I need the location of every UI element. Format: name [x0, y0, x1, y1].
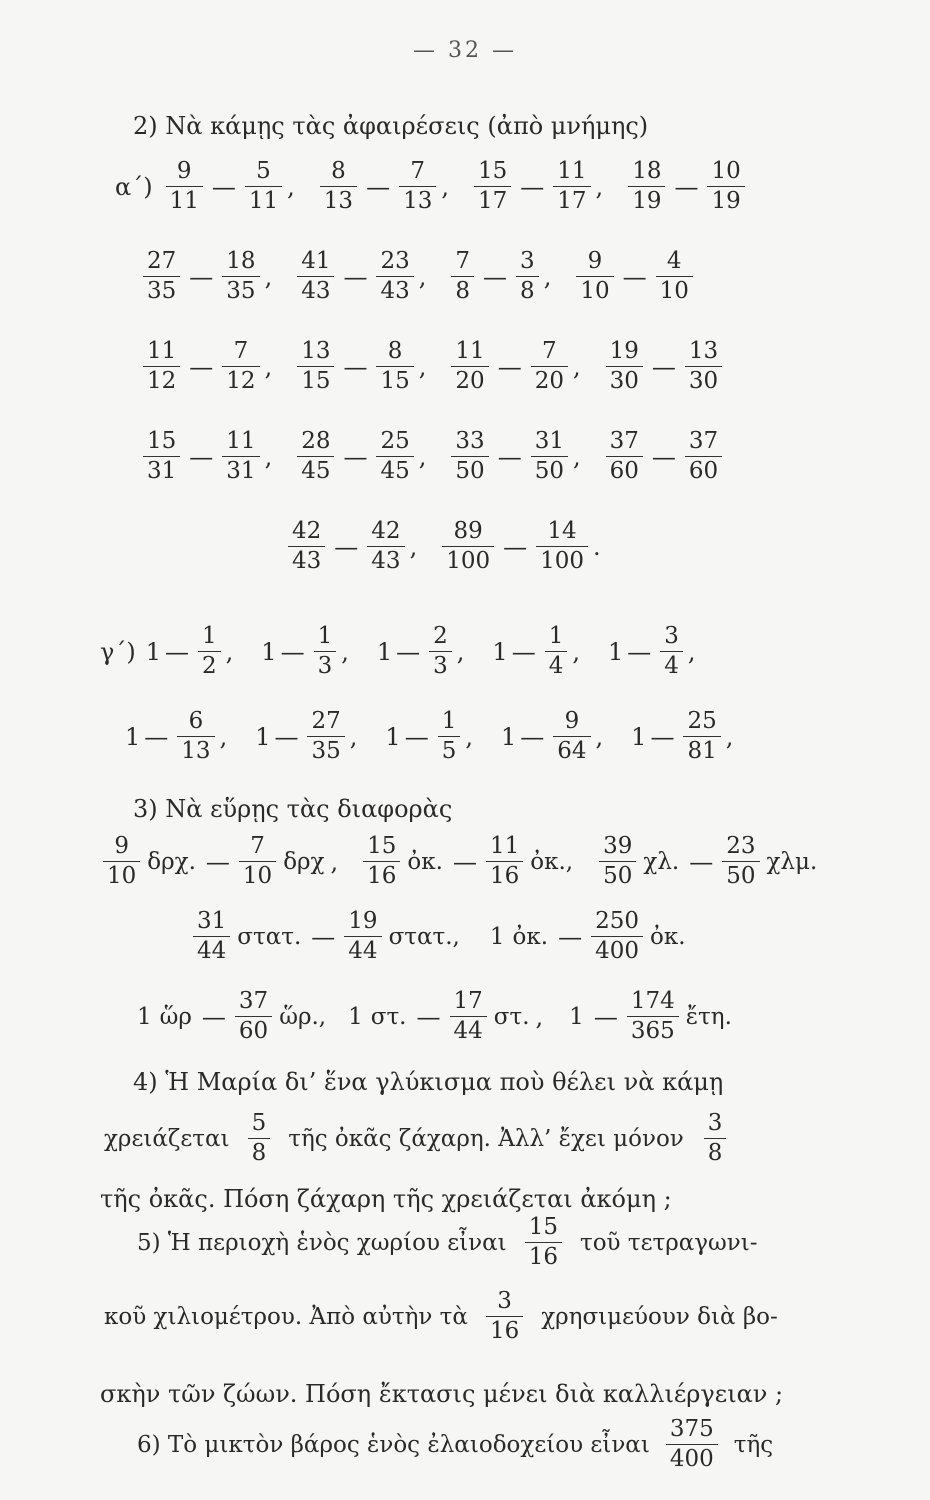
text: 1: [569, 1003, 584, 1030]
subtraction-pair: [448, 340, 571, 393]
text: 9: [114, 833, 129, 859]
text: —: [558, 922, 583, 951]
fraction: 5 11: [245, 160, 282, 213]
fraction: [103, 835, 140, 888]
text: 50: [599, 861, 636, 888]
text: 17: [453, 988, 483, 1014]
text: 6) Τὸ μικτὸν βάρος ἑνὸς ἐλαιοδοχείου εἶναι: [137, 1431, 650, 1458]
subtraction-pair: [285, 520, 408, 573]
one-minus-item: 1 — 25 81 ,: [631, 708, 734, 764]
one-minus-item: 1 — 1 5 ,: [385, 708, 473, 764]
fraction: 1 3: [314, 625, 337, 678]
fraction: 33 50: [451, 430, 488, 483]
text: —: [201, 1002, 226, 1031]
fraction: [722, 835, 759, 888]
text: —: [497, 442, 522, 471]
fraction: [239, 835, 276, 888]
text: —: [211, 172, 236, 201]
fraction: 7 8: [451, 250, 474, 303]
text: 15: [528, 1214, 558, 1240]
unit: ὀκ.,: [530, 848, 574, 875]
one-minus-item: 1 — 27 35 ,: [255, 708, 358, 764]
subtraction-pair: [294, 250, 417, 303]
fraction: [450, 990, 487, 1043]
label-alpha: α΄): [115, 172, 153, 201]
text: 375: [669, 1416, 714, 1442]
fraction: 18 35: [222, 250, 259, 303]
fraction: 9 64: [553, 710, 590, 763]
fraction: 18 19: [628, 160, 665, 213]
fraction: 3 8: [516, 250, 539, 303]
text: τοῦ τετραγωνι-: [579, 1229, 758, 1256]
text: 8: [248, 1138, 271, 1165]
text: —: [452, 847, 477, 876]
exercise-5-line-2: [100, 1290, 782, 1343]
text: 3: [707, 1110, 723, 1136]
fraction: 1 4: [545, 625, 568, 678]
text: —: [689, 847, 714, 876]
fraction: 7 12: [222, 340, 259, 393]
text: ,: [572, 352, 581, 381]
text: —: [366, 172, 391, 201]
text: 1: [137, 1003, 152, 1030]
text: ,: [595, 172, 604, 201]
fraction: 1 5: [438, 710, 461, 763]
text: —: [189, 352, 214, 381]
subtraction-pair: [439, 520, 591, 573]
fraction: 42 43: [367, 520, 404, 573]
fraction: 41 43: [297, 250, 334, 303]
text: ,: [572, 442, 581, 471]
fraction: 27 35: [143, 250, 180, 303]
subtraction-row-5: [285, 520, 623, 573]
fraction: [248, 1112, 271, 1165]
page-number: — 32 —: [413, 38, 517, 63]
text: ,: [409, 532, 418, 561]
subtraction-pair: [294, 430, 417, 483]
unit: δρχ.: [147, 848, 196, 875]
subtraction-pair: [603, 340, 726, 393]
fraction: 37 60: [685, 430, 722, 483]
text: 44: [344, 936, 381, 963]
text: —: [651, 352, 676, 381]
subtraction-row-1: [115, 160, 772, 213]
fraction: 9 10: [576, 250, 613, 303]
fraction: 11 20: [451, 340, 488, 393]
fraction: 23 43: [376, 250, 413, 303]
fraction: 42 43: [288, 520, 325, 573]
text: 400: [591, 936, 643, 963]
text: ,: [441, 172, 449, 201]
fraction: [599, 835, 636, 888]
subtraction-pair: [294, 340, 417, 393]
text: —: [520, 172, 545, 201]
text: 16: [363, 861, 400, 888]
text: 19: [348, 908, 378, 934]
fraction: 19 30: [606, 340, 643, 393]
text: 365: [627, 1016, 679, 1043]
text: 37: [238, 988, 269, 1014]
text: —: [674, 172, 699, 201]
text: ,: [287, 172, 295, 201]
fraction: 13 30: [685, 340, 722, 393]
fraction: 1 2: [198, 625, 221, 678]
text: 16: [525, 1242, 562, 1269]
text: 60: [235, 1016, 272, 1043]
text: —: [343, 352, 368, 381]
unit: στατ.: [237, 923, 302, 950]
text: —: [311, 922, 336, 951]
subtraction-pair: [140, 250, 263, 303]
text: —: [503, 532, 528, 561]
text: 11: [489, 833, 520, 859]
fraction: 9 11: [166, 160, 203, 213]
text: —: [343, 262, 368, 291]
text: ,: [418, 352, 427, 381]
subtraction-pair: [140, 430, 263, 483]
fraction: 28 45: [297, 430, 334, 483]
text: —: [622, 262, 647, 291]
subtraction-pair: [625, 160, 748, 213]
text: ,: [264, 442, 273, 471]
unit: στ.: [370, 1003, 407, 1030]
text: —: [483, 262, 508, 291]
fraction: 11 17: [553, 160, 590, 213]
text: —: [334, 532, 359, 561]
text: 15: [367, 833, 397, 859]
subtraction-pair: [140, 340, 263, 393]
text: —: [343, 442, 368, 471]
fraction: 37 60: [606, 430, 643, 483]
text: 3: [497, 1288, 512, 1314]
text: τῆς: [733, 1431, 774, 1458]
fraction: 3 4: [660, 625, 683, 678]
text: —: [205, 847, 230, 876]
unit: ὥρ.,: [279, 1003, 327, 1030]
text: κοῦ χιλιομέτρου. Ἀπὸ αὐτὴν τὰ: [104, 1303, 468, 1330]
text: ,: [264, 262, 273, 291]
text: ,: [535, 1002, 544, 1031]
fraction: 15 17: [474, 160, 511, 213]
exercise-5-line-3: σκὴν τῶν ζώων. Πόση ἔκτασις μένει διὰ καλλιέργειαν ;: [100, 1380, 784, 1408]
text: 8: [704, 1138, 727, 1165]
fraction: 14 100: [536, 520, 588, 573]
fraction: 25 81: [683, 710, 720, 763]
one-minus-item: 1 — 1 3 ,: [261, 623, 349, 679]
fraction: 11 31: [222, 430, 259, 483]
text: 16: [486, 861, 523, 888]
text: 31: [197, 908, 227, 934]
text: 1: [348, 1003, 363, 1030]
fraction: 4 10: [656, 250, 693, 303]
text: —: [189, 262, 214, 291]
text: 1: [489, 923, 505, 950]
subtraction-row-3: [140, 340, 749, 393]
text: 174: [630, 988, 675, 1014]
text: 10: [103, 861, 140, 888]
text: 5) Ἡ περιοχὴ ἑνὸς χωρίου εἶναι: [137, 1229, 507, 1256]
fraction: [193, 910, 230, 963]
exercise-4-line-2: [100, 1112, 729, 1165]
label-gamma: γ΄): [100, 637, 136, 666]
one-minus-item: 1 — 1 2 ,: [145, 623, 234, 679]
exercise-6-line-1: [133, 1418, 777, 1471]
unit: ὀκ.: [649, 923, 686, 950]
fraction: [591, 910, 643, 963]
fraction: [704, 1112, 727, 1165]
fraction: 25 45: [376, 430, 413, 483]
unit: χλμ.: [766, 848, 818, 875]
exercise-2-heading: 2) Νὰ κάμῃς τὰς ἀφαιρέσεις (ἀπὸ μνήμης): [133, 112, 649, 140]
fraction: [525, 1216, 562, 1269]
fraction: [235, 990, 272, 1043]
fraction: 31 50: [531, 430, 568, 483]
fraction: 8 15: [376, 340, 413, 393]
text: ,: [264, 352, 273, 381]
fraction: 6 13: [177, 710, 214, 763]
ex3-row-2: [190, 910, 690, 963]
text: ,: [543, 262, 552, 291]
fraction: 7 20: [531, 340, 568, 393]
text: —: [416, 1002, 441, 1031]
unit: χλ.: [643, 848, 680, 875]
one-minus-item: 1 — 1 4 ,: [492, 623, 580, 679]
text: 50: [722, 861, 759, 888]
fraction: 10 19: [707, 160, 744, 213]
text: 5: [251, 1110, 267, 1136]
unit: ὀκ.: [512, 923, 549, 950]
one-minus-item: 1 — 6 13 ,: [125, 708, 228, 764]
subtraction-row-4: [140, 430, 749, 483]
exercise-4-line-1: 4) Ἡ Μαρία δι’ ἕνα γλύκισμα ποὺ θέλει νὰ κάμῃ: [133, 1068, 724, 1096]
fraction: 2 3: [429, 625, 452, 678]
text: 400: [666, 1444, 718, 1471]
fraction: 11 12: [143, 340, 180, 393]
subtraction-pair: [471, 160, 594, 213]
exercise-3-heading: 3) Νὰ εὕρῃς τὰς διαφορὰς: [133, 795, 453, 823]
fraction: 8 13: [320, 160, 357, 213]
fraction: [486, 835, 523, 888]
text: .: [593, 532, 601, 561]
fraction: 15 31: [143, 430, 180, 483]
subtraction-pair: [317, 160, 440, 213]
unit: δρχ: [283, 848, 325, 875]
exercise-4-line-3: τῆς ὀκᾶς. Πόση ζάχαρη τῆς χρειάζεται ἀκόμη ;: [100, 1185, 672, 1213]
text: ,: [418, 262, 427, 291]
text: —: [651, 442, 676, 471]
text: 16: [486, 1316, 523, 1343]
text: —: [593, 1002, 618, 1031]
unit: στατ.,: [388, 923, 460, 950]
subtraction-pair: [163, 160, 286, 213]
text: 10: [239, 861, 276, 888]
subtraction-pair: [448, 250, 541, 303]
fraction: [363, 835, 400, 888]
text: 39: [603, 833, 633, 859]
text: χρησιμεύουν διὰ βο-: [541, 1303, 778, 1330]
exercise-5-line-1: [133, 1216, 762, 1269]
subtraction-pair: [603, 430, 726, 483]
fraction: [627, 990, 679, 1043]
fraction: 7 13: [399, 160, 436, 213]
text: 44: [193, 936, 230, 963]
subtraction-pair: [448, 430, 571, 483]
one-minus-row-1: [100, 625, 724, 678]
text: ,: [418, 442, 427, 471]
one-minus-item: 1 — 2 3 ,: [376, 623, 465, 679]
unit: ὀκ.: [407, 848, 443, 875]
subtraction-pair: [573, 250, 696, 303]
unit: ἔτη.: [685, 1003, 732, 1030]
text: 23: [726, 833, 756, 859]
fraction: [486, 1290, 523, 1343]
ex3-row-1: [100, 835, 821, 888]
subtraction-row-2: [140, 250, 720, 303]
fraction: [344, 910, 381, 963]
text: 7: [250, 833, 265, 859]
one-minus-item: 1 — 3 4 ,: [607, 623, 696, 679]
ex3-row-3: [133, 990, 736, 1043]
one-minus-row-2: [125, 710, 761, 763]
fraction: [666, 1418, 718, 1471]
fraction: 27 35: [307, 710, 344, 763]
text: ,: [330, 847, 339, 876]
text: 250: [595, 908, 639, 934]
text: —: [497, 352, 522, 381]
unit: ὥρ: [159, 1003, 192, 1030]
unit: στ.: [493, 1003, 530, 1030]
fraction: 13 15: [297, 340, 334, 393]
one-minus-item: 1 — 9 64 ,: [500, 708, 604, 764]
text: τῆς ὀκᾶς ζάχαρη. Ἀλλ’ ἔχει μόνον: [288, 1125, 684, 1152]
text: 44: [450, 1016, 487, 1043]
fraction: 89 100: [442, 520, 494, 573]
text: χρειάζεται: [104, 1125, 230, 1152]
text: —: [189, 442, 214, 471]
